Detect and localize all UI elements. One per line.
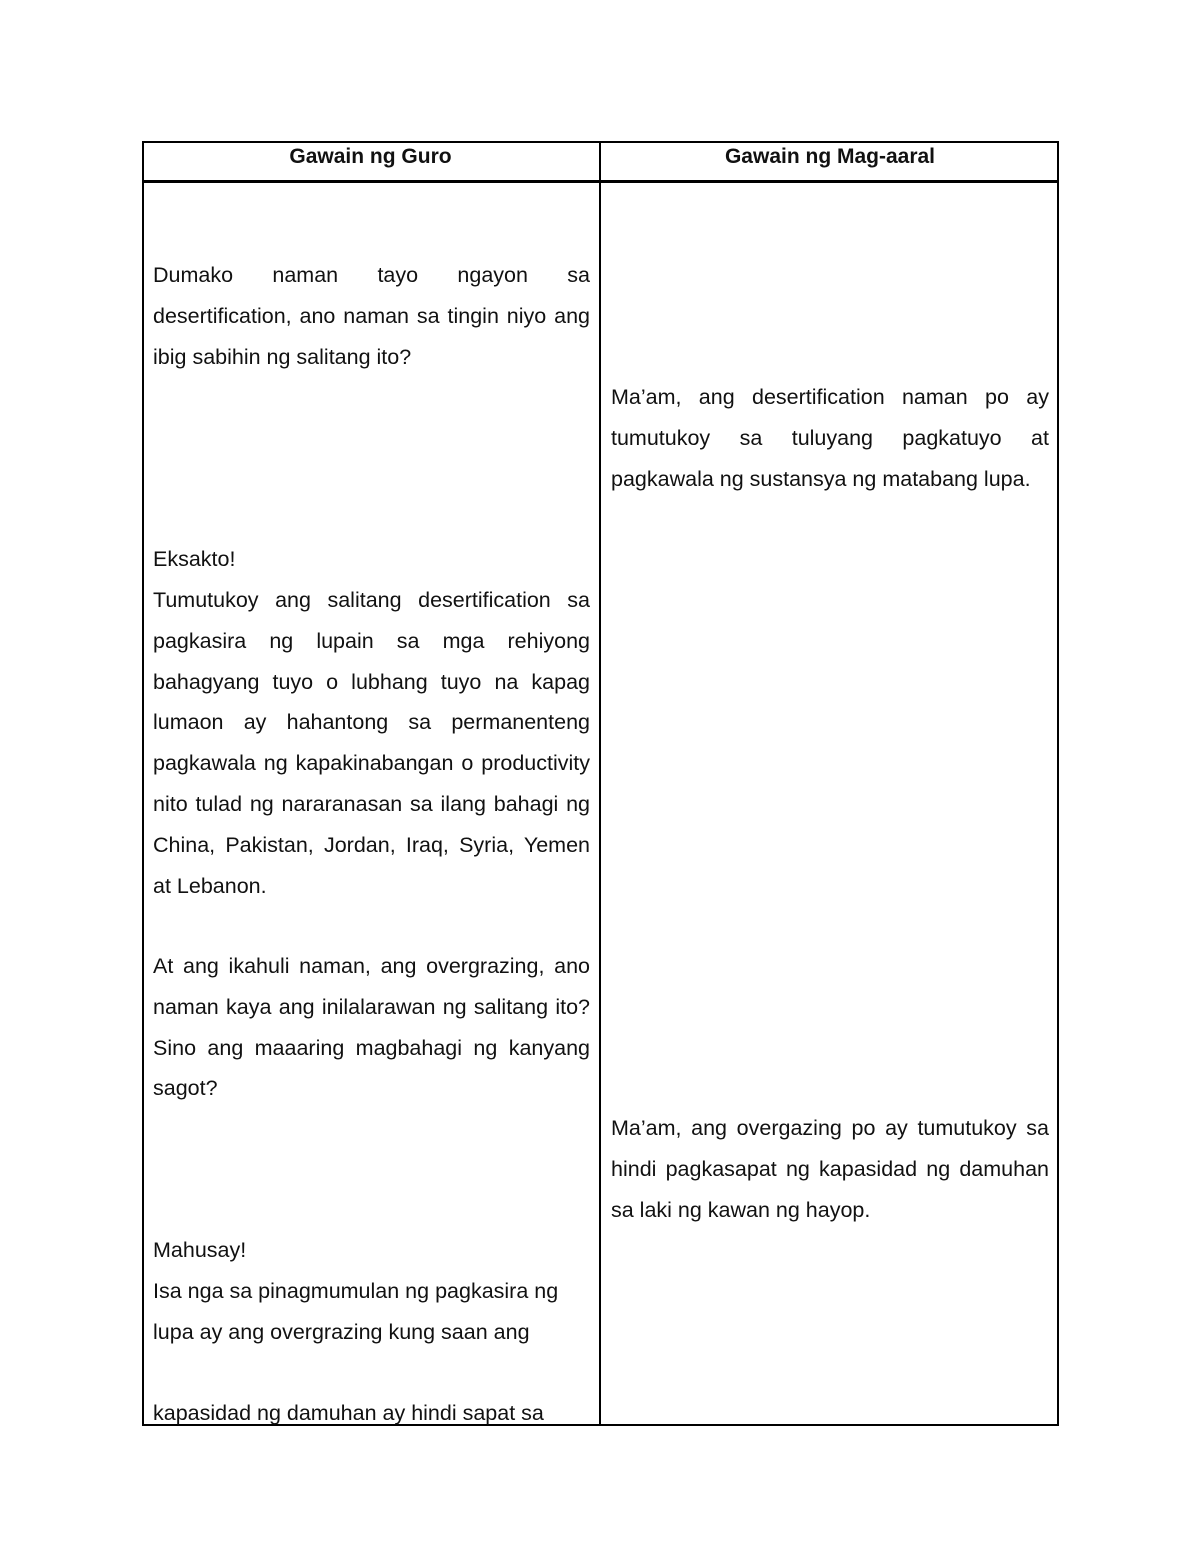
teacher-text: Dumako naman tayo ngayon sa desertification, ano naman sa tingin niyo ang ibig sabihin ng salitang ito? — [153, 263, 590, 369]
teacher-exclamation-2 — [153, 1230, 590, 1271]
teacher-explanation-overgrazing — [153, 1271, 573, 1353]
teacher-text: Eksakto! — [153, 547, 236, 571]
teacher-text: At ang ikahuli naman, ang overgrazing, ano naman kaya ang inilalarawan ng salitang ito? Sino ang maaaring magbahagi ng kanyang sagot? — [153, 954, 590, 1101]
column-divider — [599, 141, 601, 1426]
teacher-question-overgrazing — [153, 946, 590, 1109]
student-answer-desertification — [611, 377, 1049, 499]
teacher-text: Tumutukoy ang salitang desertification sa pagkasira ng lupain sa mga rehiyong bahagyang tuyo o lubhang tuyo na kapag lumaon ay hahantong sa permanenteng pagkawala ng kapakinabangan o productivity nito tulad ng nararanasan sa ilang bahagi ng China, Pakistan, Jordan, Iraq, Syria, Yemen at Lebanon. — [153, 588, 590, 898]
teacher-question-desertification — [153, 255, 590, 377]
student-answer-overgrazing — [611, 1108, 1049, 1230]
student-text: Ma’am, ang desertification naman po ay tumutukoy sa tuluyang pagkatuyo at pagkawala ng sustansya ng matabang lupa. — [611, 385, 1049, 491]
teacher-text: Mahusay! — [153, 1238, 247, 1262]
student-column-header: Gawain ng Mag-aaral — [724, 145, 936, 168]
teacher-text: Isa nga sa pinagmumulan ng pagkasira ng lupa ay ang overgrazing kung saan ang — [153, 1279, 559, 1344]
teacher-text: kapasidad ng damuhan ay hindi sapat sa — [153, 1401, 544, 1425]
teacher-exclamation-1 — [153, 539, 590, 580]
teacher-explanation-overgrazing-continued — [153, 1393, 590, 1434]
teacher-explanation-desertification — [153, 580, 590, 906]
teacher-column-header: Gawain ng Guro — [289, 145, 452, 168]
student-text: Ma’am, ang overgazing po ay tumutukoy sa hindi pagkasapat ng kapasidad ng damuhan sa laki ng kawan ng hayop. — [611, 1116, 1049, 1222]
